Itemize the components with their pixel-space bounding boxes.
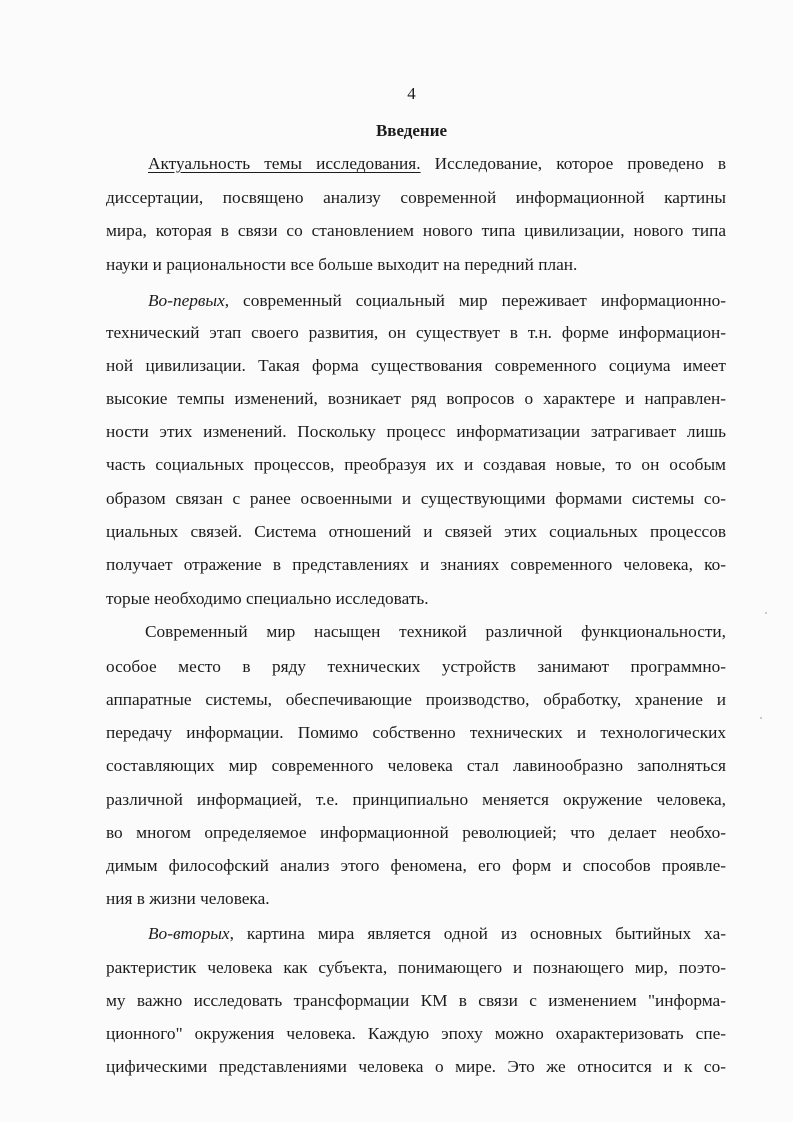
paragraph-4-line: Во-вторых, картина мира является одной из основных бытийных ха- bbox=[148, 924, 726, 943]
paragraph-4-line: цифическими представлениями человека о мире. Это же относится и к со- bbox=[106, 1057, 726, 1076]
paragraph-1-line: Актуальность темы исследования. Исследование, которое проведено в bbox=[148, 154, 727, 173]
firstly-label: Во-первых bbox=[148, 291, 225, 310]
paragraph-2-line: получает отражение в представлениях и знаниях современного человека, ко- bbox=[106, 555, 726, 574]
paragraph-2-line: Во-первых, современный социальный мир переживает информационно- bbox=[148, 291, 726, 310]
paragraph-2-line: технический этап своего развития, он существует в т.н. форме информацион- bbox=[106, 323, 726, 342]
scan-speck bbox=[765, 612, 767, 614]
paragraph-3-line: особое место в ряду технических устройств занимают программно- bbox=[106, 657, 726, 676]
paragraph-1-line: диссертации, посвящено анализу современной информационной картины bbox=[106, 188, 726, 207]
secondly-label: Во-вторых bbox=[148, 924, 230, 943]
paragraph-4-line: му важно исследовать трансформации КМ в связи с изменением "информа- bbox=[106, 991, 726, 1010]
paragraph-2-line: высокие темпы изменений, возникает ряд вопросов о характере и направлен- bbox=[106, 389, 726, 408]
page-number: 4 bbox=[407, 84, 416, 103]
scan-speck bbox=[760, 717, 762, 719]
paragraph-2-line: образом связан с ранее освоенными и существующими формами системы со- bbox=[106, 489, 726, 508]
paragraph-3-line: ния в жизни человека. bbox=[106, 889, 270, 908]
paragraph-3-line: передачу информации. Помимо собственно технических и технологических bbox=[106, 723, 726, 742]
paragraph-3-line: Современный мир насыщен техникой различной функциональности, bbox=[145, 622, 726, 641]
paragraph-3-line: во многом определяемое информационной революцией; что делает необхо- bbox=[106, 823, 726, 842]
paragraph-2-line: часть социальных процессов, преобразуя их и создавая новые, то он особым bbox=[106, 455, 726, 474]
paragraph-3-line: аппаратные системы, обеспечивающие производство, обработку, хранение и bbox=[106, 690, 726, 709]
paragraph-2-line: торые необходимо специально исследовать. bbox=[106, 589, 429, 608]
paragraph-1-line: мира, которая в связи со становлением нового типа цивилизации, нового типа bbox=[106, 221, 726, 240]
paragraph-2-line: ности этих изменений. Поскольку процесс информатизации затрагивает лишь bbox=[106, 422, 726, 441]
paragraph-3-line: димым философский анализ этого феномена, его форм и способов проявле- bbox=[106, 856, 726, 875]
paragraph-3-line: составляющих мир современного человека стал лавинообразно заполняться bbox=[106, 756, 726, 775]
paragraph-2-line: циальных связей. Система отношений и связей этих социальных процессов bbox=[106, 522, 726, 541]
paragraph-4-line: ционного" окружения человека. Каждую эпоху можно охарактеризовать спе- bbox=[106, 1024, 726, 1043]
section-heading: Введение bbox=[375, 121, 448, 140]
paragraph-4-line: рактеристик человека как субъекта, понимающего и познающего мир, поэто- bbox=[106, 958, 726, 977]
topic-relevance-label: Актуальность темы исследования. bbox=[148, 154, 421, 173]
paragraph-1-line: науки и рациональности все больше выходит на передний план. bbox=[106, 255, 578, 274]
paragraph-2-line: ной цивилизации. Такая форма существования современного социума имеет bbox=[106, 356, 726, 375]
paragraph-3-line: различной информацией, т.е. принципиально меняется окружение человека, bbox=[106, 790, 726, 809]
